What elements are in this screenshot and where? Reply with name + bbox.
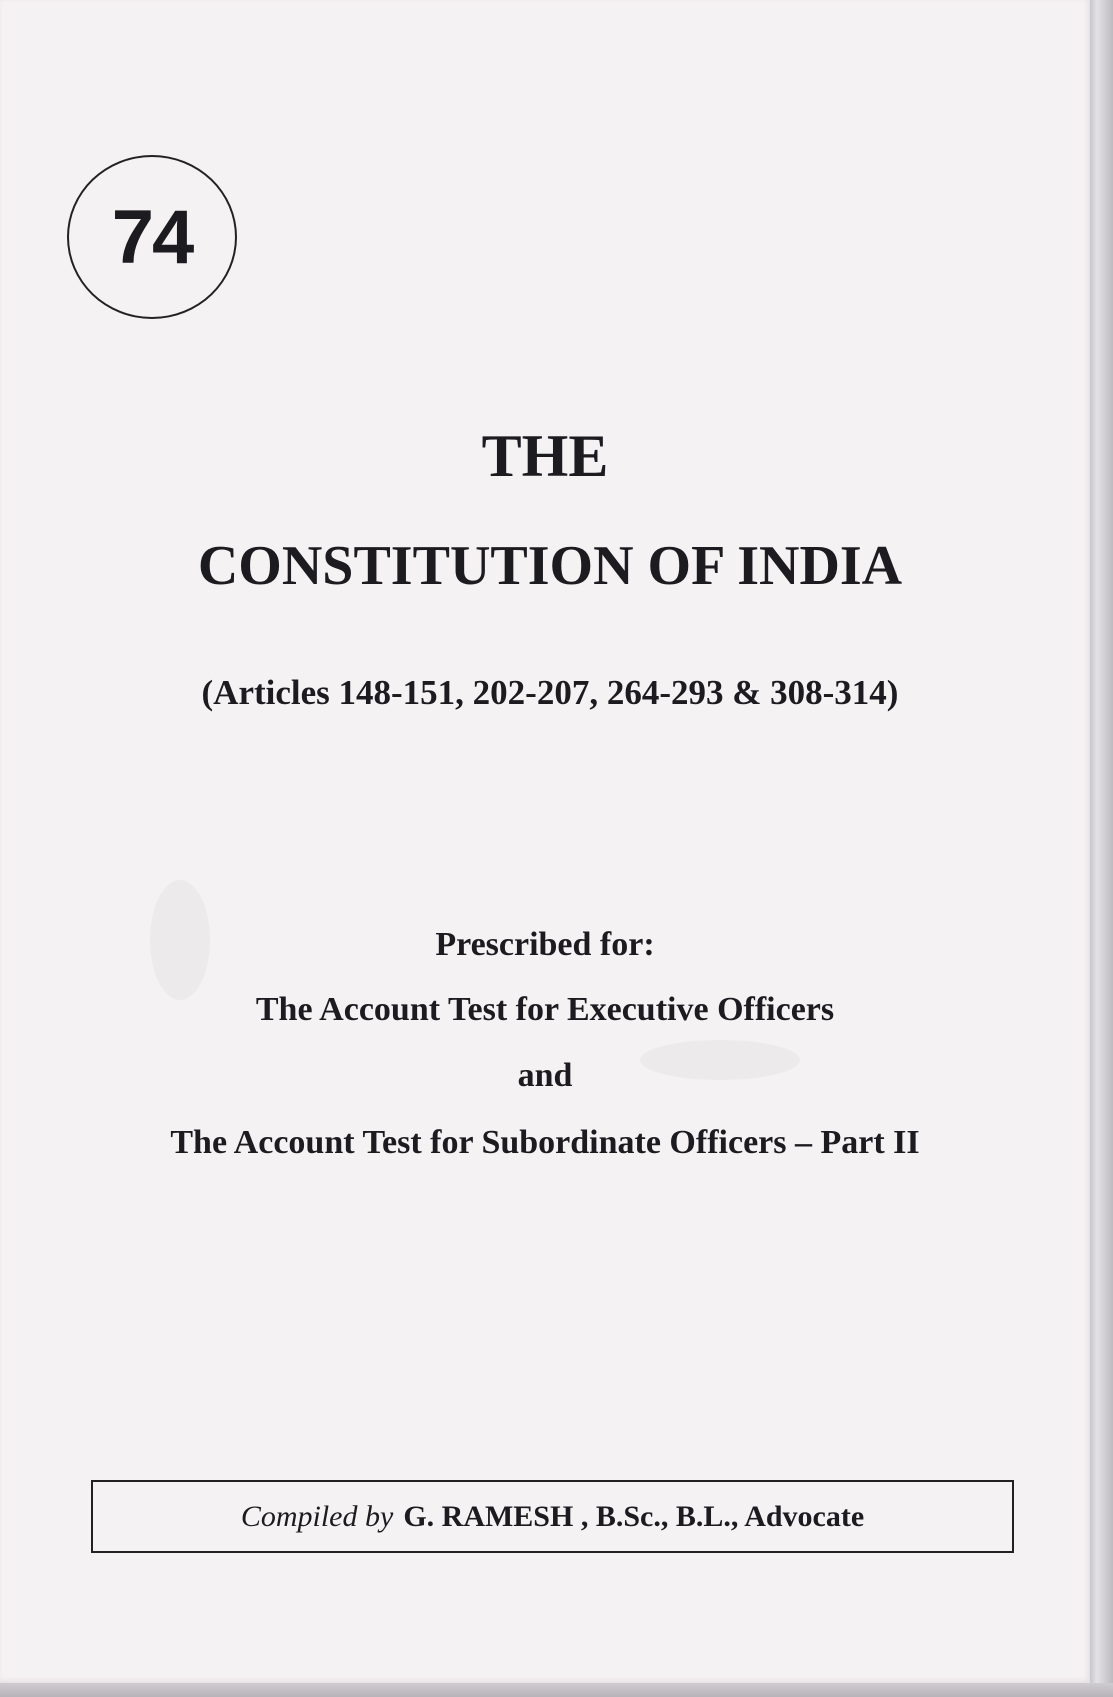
conjunction-and: and xyxy=(517,1057,573,1094)
prescribed-label: Prescribed for: xyxy=(435,926,655,963)
articles-subtitle: (Articles 148-151, 202-207, 264-293 & 308-314) xyxy=(201,673,899,712)
volume-number-badge xyxy=(67,155,237,319)
compiled-by-label: Compiled by xyxy=(240,1499,394,1533)
title-line-the: THE xyxy=(481,423,609,489)
volume-number: 74 xyxy=(111,194,193,280)
compiler-name: G. RAMESH , B.Sc., B.L., Advocate xyxy=(403,1499,865,1533)
compiler-credit-box xyxy=(91,1480,1014,1553)
executive-officers-test: The Account Test for Executive Officers xyxy=(255,991,835,1028)
page-edge-right xyxy=(1090,0,1113,1697)
page-edge-bottom xyxy=(0,1683,1113,1697)
subordinate-officers-test: The Account Test for Subordinate Officers – Part II xyxy=(170,1124,920,1161)
page-title: CONSTITUTION OF INDIA xyxy=(197,535,903,597)
